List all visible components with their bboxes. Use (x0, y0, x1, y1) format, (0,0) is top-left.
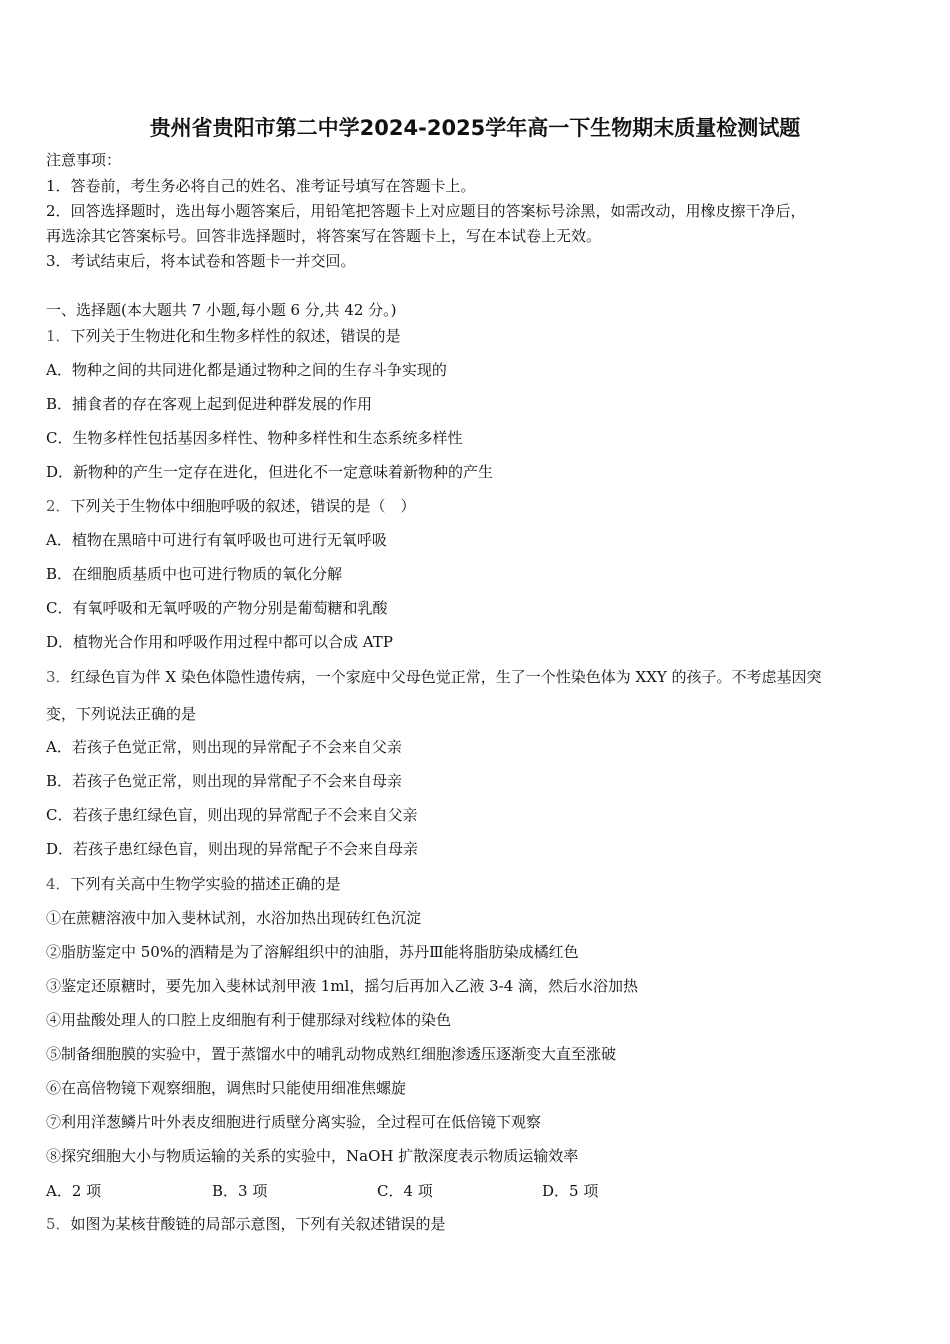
question-2-stem (46, 496, 416, 516)
question-text: 下列关于生物进化和生物多样性的叙述，错误的是 (70, 327, 401, 345)
notice-item-2-cont: 再选涂其它答案标号。回答非选择题时，将答案写在答题卡上，写在本试卷上无效。 (46, 227, 602, 245)
question-number: 3． (46, 668, 71, 686)
question-4-option-c: C．4 项 (377, 1182, 433, 1200)
question-3-stem-cont: 变，下列说法正确的是 (46, 705, 197, 723)
question-number: 2． (46, 497, 71, 515)
question-4-stem (46, 874, 341, 894)
question-4-item-8: ⑧探究细胞大小与物质运输的关系的实验中，NaOH 扩散深度表示物质运输效率 (46, 1147, 579, 1165)
question-4-item-4: ④用盐酸处理人的口腔上皮细胞有利于健那绿对线粒体的染色 (46, 1011, 452, 1029)
question-3-option-c: C．若孩子患红绿色盲，则出现的异常配子不会来自父亲 (46, 806, 418, 824)
question-number: 4． (46, 875, 71, 893)
question-1-option-c: C．生物多样性包括基因多样性、物种多样性和生态系统多样性 (46, 429, 463, 447)
question-5-stem (46, 1214, 446, 1234)
notice-item-2: 2．回答选择题时，选出每小题答案后，用铅笔把答题卡上对应题目的答案标号涂黑，如需改动，用橡皮擦干净后， (46, 202, 806, 220)
question-text: 如图为某核苷酸链的局部示意图，下列有关叙述错误的是 (70, 1215, 446, 1233)
question-2-option-a: A．植物在黑暗中可进行有氧呼吸也可进行无氧呼吸 (46, 531, 387, 549)
question-1-option-d: D．新物种的产生一定存在进化，但进化不一定意味着新物种的产生 (46, 463, 494, 481)
question-1-option-a: A．物种之间的共同进化都是通过物种之间的生存斗争实现的 (46, 361, 447, 379)
question-2-option-b: B．在细胞质基质中也可进行物质的氧化分解 (46, 565, 343, 583)
page-title: 贵州省贵阳市第二中学2024-2025学年高一下生物期末质量检测试题 (149, 116, 801, 140)
question-4-option-b: B．3 项 (212, 1182, 268, 1200)
notice-item-1: 1．答卷前，考生务必将自己的姓名、准考证号填写在答题卡上。 (46, 177, 476, 195)
question-number: 1． (46, 327, 71, 345)
question-text: 下列关于生物体中细胞呼吸的叙述，错误的是（ ） (70, 497, 416, 515)
question-3-option-b: B．若孩子色觉正常，则出现的异常配子不会来自母亲 (46, 772, 403, 790)
question-4-option-a: A．2 项 (46, 1182, 102, 1200)
question-text: 下列有关高中生物学实验的描述正确的是 (70, 875, 341, 893)
question-2-option-c: C．有氧呼吸和无氧呼吸的产物分别是葡萄糖和乳酸 (46, 599, 388, 617)
question-4-option-d: D．5 项 (542, 1182, 599, 1200)
question-1-stem (46, 326, 401, 346)
question-2-option-d: D．植物光合作用和呼吸作用过程中都可以合成 ATP (46, 633, 393, 651)
question-4-item-1: ①在蔗糖溶液中加入斐林试剂，水浴加热出现砖红色沉淀 (46, 909, 422, 927)
question-4-item-6: ⑥在高倍物镜下观察细胞，调焦时只能使用细准焦螺旋 (46, 1079, 407, 1097)
question-1-option-b: B．捕食者的存在客观上起到促进种群发展的作用 (46, 395, 373, 413)
notice-heading: 注意事项： (46, 151, 122, 169)
question-4-item-2: ②脂肪鉴定中 50%的酒精是为了溶解组织中的油脂，苏丹Ⅲ能将脂肪染成橘红色 (46, 943, 579, 961)
section-heading: 一、选择题(本大题共 7 小题,每小题 6 分,共 42 分。) (46, 301, 397, 319)
notice-item-3: 3．考试结束后，将本试卷和答题卡一并交回。 (46, 252, 356, 270)
question-number: 5． (46, 1215, 71, 1233)
question-3-option-a: A．若孩子色觉正常，则出现的异常配子不会来自父亲 (46, 738, 402, 756)
question-4-item-5: ⑤制备细胞膜的实验中，置于蒸馏水中的哺乳动物成熟红细胞渗透压逐渐变大直至涨破 (46, 1045, 617, 1063)
question-3-stem (46, 667, 822, 687)
question-text: 红绿色盲为伴 X 染色体隐性遗传病，一个家庭中父母色觉正常，生了一个性染色体为 XXY 的孩子。不考虑基因突 (70, 668, 822, 686)
question-3-option-d: D．若孩子患红绿色盲，则出现的异常配子不会来自母亲 (46, 840, 419, 858)
question-4-item-3: ③鉴定还原糖时，要先加入斐林试剂甲液 1ml，摇匀后再加入乙液 3-4 滴，然后水浴加热 (46, 977, 639, 995)
question-4-item-7: ⑦利用洋葱鳞片叶外表皮细胞进行质壁分离实验，全过程可在低倍镜下观察 (46, 1113, 542, 1131)
